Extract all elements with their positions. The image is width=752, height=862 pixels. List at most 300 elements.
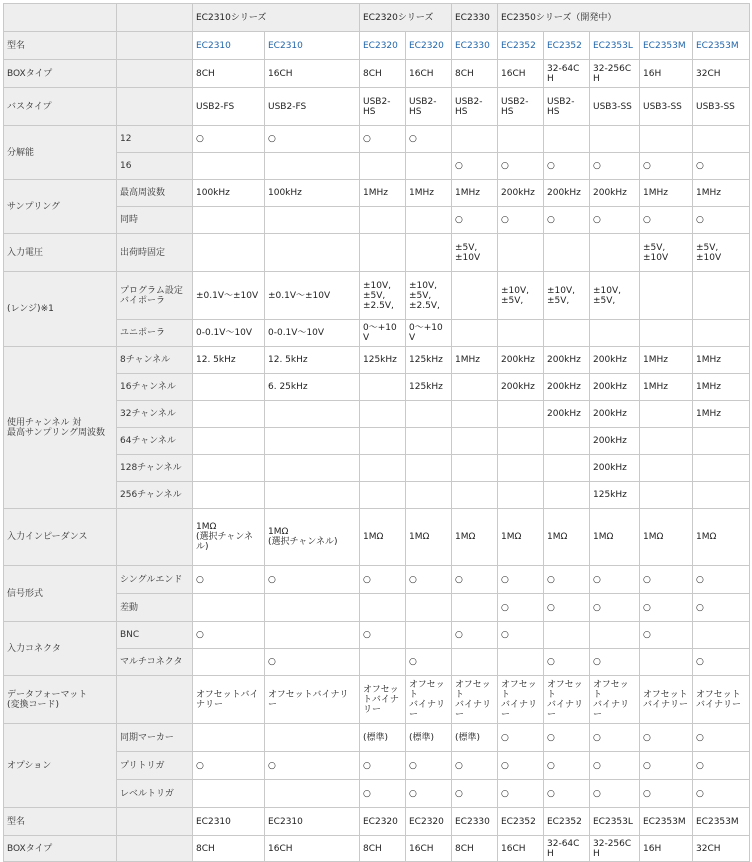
value-cell: ○ (693, 594, 750, 622)
value-cell: USB2- HS (406, 88, 452, 126)
value-cell (406, 153, 452, 180)
value-cell: 100kHz (193, 180, 265, 207)
value-cell: 8CH (360, 836, 406, 862)
data-format-row (4, 676, 750, 724)
value-cell: ○ (452, 153, 498, 180)
value-cell: USB3-SS (693, 88, 750, 126)
value-cell: EC2310 (193, 808, 265, 836)
value-cell (406, 455, 452, 482)
value-cell: 200kHz (544, 401, 590, 428)
value-cell: ○ (265, 649, 360, 676)
value-cell (640, 272, 693, 320)
value-cell: ○ (360, 622, 406, 649)
value-cell: 0-0.1V～10V (193, 320, 265, 347)
data-format-label: データフォーマット (変換コード) (4, 676, 117, 724)
value-cell (590, 126, 640, 153)
value-cell: オフセッ トバイナ リー (360, 676, 406, 724)
value-cell: 200kHz (590, 180, 640, 207)
value-cell (193, 594, 265, 622)
sub-label: 64チャンネル (117, 428, 193, 455)
signal-row (4, 566, 750, 594)
value-cell: ±10V, ±5V, ±2.5V, (360, 272, 406, 320)
value-cell: ○ (406, 752, 452, 780)
value-cell: ○ (640, 780, 693, 808)
sub-label-blank (117, 60, 193, 88)
value-cell: EC2352 (498, 808, 544, 836)
box-label: BOXタイプ (4, 60, 117, 88)
value-cell: 1MHz (693, 180, 750, 207)
value-cell: 1MΩ (640, 509, 693, 566)
impedance-label: 入力インピーダンス (4, 509, 117, 566)
value-cell[interactable]: EC2353L (590, 32, 640, 60)
value-cell: 16CH (498, 60, 544, 88)
box-bottom-label: BOXタイプ (4, 836, 117, 862)
value-cell: 1MΩ (選択チャンネ ル) (193, 509, 265, 566)
value-cell (193, 482, 265, 509)
value-cell (360, 401, 406, 428)
value-cell: ○ (406, 566, 452, 594)
value-cell: 32-256CH (590, 836, 640, 862)
value-cell: ○ (640, 724, 693, 752)
value-cell: ○ (590, 207, 640, 234)
value-cell: ○ (590, 752, 640, 780)
value-cell (193, 153, 265, 180)
value-cell (360, 482, 406, 509)
input-voltage-row (4, 234, 750, 272)
value-cell[interactable]: EC2310 (265, 32, 360, 60)
value-cell (360, 234, 406, 272)
spec-table-body (4, 4, 750, 862)
value-cell: 200kHz (544, 347, 590, 374)
value-cell (640, 428, 693, 455)
value-cell: 8CH (452, 836, 498, 862)
box-row (4, 60, 750, 88)
value-cell (693, 272, 750, 320)
value-cell (640, 482, 693, 509)
value-cell: 16H (640, 60, 693, 88)
value-cell (360, 374, 406, 401)
value-cell: 32-64CH (544, 60, 590, 88)
value-cell: 1MHz (452, 347, 498, 374)
value-cell: ○ (544, 153, 590, 180)
value-cell: ±10V, ±5V, (544, 272, 590, 320)
value-cell: 16H (640, 836, 693, 862)
value-cell (640, 126, 693, 153)
model-row (4, 32, 750, 60)
value-cell: 1MΩ (360, 509, 406, 566)
value-cell: 8CH (193, 836, 265, 862)
sub-label: 12 (117, 126, 193, 153)
value-cell: 6. 25kHz (265, 374, 360, 401)
channels-label: 使用チャンネル 対 最高サンプリング周波数 (4, 347, 117, 509)
value-cell: ○ (360, 126, 406, 153)
value-cell: オフセットバイナリー (265, 676, 360, 724)
value-cell: ○ (590, 566, 640, 594)
value-cell[interactable]: EC2330 (452, 32, 498, 60)
value-cell (406, 401, 452, 428)
spec-table (3, 3, 750, 862)
value-cell (544, 455, 590, 482)
value-cell: ○ (693, 566, 750, 594)
series-header-row (4, 4, 750, 32)
sub-label: ユニポーラ (117, 320, 193, 347)
value-cell (693, 482, 750, 509)
value-cell: ○ (693, 752, 750, 780)
value-cell: ○ (693, 207, 750, 234)
range-label: (レンジ)※1 (4, 272, 117, 347)
sub-label: シングルエンド (117, 566, 193, 594)
value-cell: USB2-FS (265, 88, 360, 126)
series-ec2350: EC2350シリーズ（開発中） (498, 4, 750, 32)
value-cell: オフセット バイナリ ー (498, 676, 544, 724)
value-cell: 1MHz (452, 180, 498, 207)
value-cell: ○ (193, 622, 265, 649)
value-cell[interactable]: EC2320 (406, 32, 452, 60)
value-cell (590, 320, 640, 347)
value-cell: 1MHz (640, 374, 693, 401)
value-cell: オフセット バイナリ ー (544, 676, 590, 724)
value-cell: オフセット バイナリー (693, 676, 750, 724)
value-cell: ○ (360, 566, 406, 594)
sub-label: 32チャンネル (117, 401, 193, 428)
sampling-row (4, 180, 750, 207)
value-cell (544, 482, 590, 509)
value-cell: ○ (452, 566, 498, 594)
range-row (4, 272, 750, 320)
impedance-row (4, 509, 750, 566)
value-cell: ○ (640, 207, 693, 234)
value-cell (360, 594, 406, 622)
sub-label: 256チャンネル (117, 482, 193, 509)
value-cell (693, 320, 750, 347)
value-cell: USB3-SS (640, 88, 693, 126)
value-cell: ○ (544, 724, 590, 752)
value-cell: 200kHz (544, 374, 590, 401)
sub-label: BNC (117, 622, 193, 649)
sub-label: マルチコネクタ (117, 649, 193, 676)
value-cell (265, 724, 360, 752)
value-cell: EC2330 (452, 808, 498, 836)
value-cell: ○ (265, 566, 360, 594)
value-cell: オフセットバイ ナリー (193, 676, 265, 724)
value-cell: ±10V, ±5V, (590, 272, 640, 320)
sub-label: プログラム設定 バイポーラ (117, 272, 193, 320)
model-bottom-label: 型名 (4, 808, 117, 836)
value-cell: 1MΩ (544, 509, 590, 566)
value-cell: ○ (544, 207, 590, 234)
value-cell (498, 482, 544, 509)
value-cell: 8CH (452, 60, 498, 88)
value-cell (452, 594, 498, 622)
value-cell: 100kHz (265, 180, 360, 207)
value-cell: ○ (693, 153, 750, 180)
sub-label: 8チャンネル (117, 347, 193, 374)
value-cell: 8CH (193, 60, 265, 88)
value-cell (693, 126, 750, 153)
value-cell (360, 455, 406, 482)
series-ec2330: EC2330 (452, 4, 498, 32)
value-cell (452, 649, 498, 676)
value-cell: 125kHz (406, 347, 452, 374)
series-ec2320: EC2320シリーズ (360, 4, 452, 32)
value-cell (452, 482, 498, 509)
value-cell (265, 780, 360, 808)
header-blank-cell (117, 4, 193, 32)
value-cell (193, 401, 265, 428)
sub-label-blank (117, 836, 193, 862)
value-cell: USB2- HS (544, 88, 590, 126)
bus-label: バスタイプ (4, 88, 117, 126)
value-cell (193, 428, 265, 455)
value-cell: 16CH (406, 60, 452, 88)
sub-label: 同時 (117, 207, 193, 234)
value-cell: 0～+10V (360, 320, 406, 347)
value-cell (693, 455, 750, 482)
value-cell: ○ (544, 649, 590, 676)
bus-row (4, 88, 750, 126)
value-cell[interactable]: EC2353M (693, 32, 750, 60)
value-cell (498, 320, 544, 347)
value-cell (452, 455, 498, 482)
value-cell (360, 207, 406, 234)
value-cell: 200kHz (498, 180, 544, 207)
value-cell (640, 401, 693, 428)
value-cell (693, 622, 750, 649)
value-cell: ○ (193, 752, 265, 780)
value-cell: ○ (360, 780, 406, 808)
value-cell (406, 234, 452, 272)
value-cell: ○ (590, 153, 640, 180)
value-cell (265, 207, 360, 234)
value-cell: ○ (640, 622, 693, 649)
value-cell (590, 622, 640, 649)
sub-label: 差動 (117, 594, 193, 622)
value-cell: ○ (193, 126, 265, 153)
sub-label-blank (117, 32, 193, 60)
sub-label: 16 (117, 153, 193, 180)
value-cell: ○ (452, 752, 498, 780)
value-cell (193, 724, 265, 752)
value-cell: 1MΩ (452, 509, 498, 566)
value-cell: ○ (640, 594, 693, 622)
value-cell: ○ (640, 566, 693, 594)
value-cell: ○ (193, 566, 265, 594)
value-cell: 0-0.1V～10V (265, 320, 360, 347)
resolution-row (4, 126, 750, 153)
value-cell: EC2353M (640, 808, 693, 836)
value-cell: ○ (498, 153, 544, 180)
value-cell: 200kHz (590, 347, 640, 374)
value-cell (452, 428, 498, 455)
value-cell: 1MΩ (590, 509, 640, 566)
value-cell: ±10V, ±5V, ±2.5V, (406, 272, 452, 320)
value-cell: 200kHz (498, 347, 544, 374)
value-cell (406, 482, 452, 509)
signal-label: 信号形式 (4, 566, 117, 622)
value-cell (452, 126, 498, 153)
channels-row (4, 347, 750, 374)
value-cell: ○ (640, 153, 693, 180)
value-cell: ±10V, ±5V, (498, 272, 544, 320)
value-cell: 16CH (265, 60, 360, 88)
value-cell: オフセット バイナリー (640, 676, 693, 724)
sub-label: レベルトリガ (117, 780, 193, 808)
sub-label-blank (117, 676, 193, 724)
value-cell: ○ (590, 594, 640, 622)
value-cell: EC2353M (693, 808, 750, 836)
value-cell (265, 455, 360, 482)
value-cell (640, 649, 693, 676)
value-cell (498, 649, 544, 676)
value-cell: ○ (498, 752, 544, 780)
value-cell: ○ (693, 649, 750, 676)
value-cell (452, 401, 498, 428)
value-cell: 1MHz (693, 374, 750, 401)
value-cell[interactable]: EC2353M (640, 32, 693, 60)
value-cell: 1MΩ (406, 509, 452, 566)
header-blank-cell (4, 4, 117, 32)
value-cell: USB2-FS (193, 88, 265, 126)
value-cell (640, 455, 693, 482)
value-cell: ○ (544, 566, 590, 594)
value-cell: 16CH (498, 836, 544, 862)
value-cell: ○ (406, 126, 452, 153)
value-cell (498, 455, 544, 482)
value-cell: 16CH (265, 836, 360, 862)
value-cell: ±5V, ±10V (452, 234, 498, 272)
value-cell: 12. 5kHz (193, 347, 265, 374)
sampling-label: サンプリング (4, 180, 117, 234)
options-label: オプション (4, 724, 117, 808)
value-cell: USB3-SS (590, 88, 640, 126)
value-cell (265, 428, 360, 455)
value-cell: 1MHz (640, 180, 693, 207)
value-cell: ○ (406, 649, 452, 676)
value-cell (640, 320, 693, 347)
box-bottom-row (4, 836, 750, 862)
value-cell: (標準) (452, 724, 498, 752)
value-cell (360, 428, 406, 455)
value-cell (193, 780, 265, 808)
value-cell: 200kHz (498, 374, 544, 401)
value-cell (452, 320, 498, 347)
value-cell: 1MΩ (693, 509, 750, 566)
sub-label-blank (117, 509, 193, 566)
value-cell (544, 622, 590, 649)
value-cell (498, 401, 544, 428)
value-cell: オフセット バイナリ ー (406, 676, 452, 724)
value-cell: ○ (498, 207, 544, 234)
value-cell: 200kHz (590, 455, 640, 482)
value-cell (193, 374, 265, 401)
value-cell: ○ (498, 780, 544, 808)
value-cell: ○ (265, 126, 360, 153)
value-cell: EC2353L (590, 808, 640, 836)
value-cell: ○ (498, 622, 544, 649)
value-cell: 200kHz (590, 374, 640, 401)
value-cell (498, 234, 544, 272)
value-cell: 1MHz (406, 180, 452, 207)
value-cell: 200kHz (544, 180, 590, 207)
value-cell: 1MHz (693, 401, 750, 428)
input-voltage-label: 入力電圧 (4, 234, 117, 272)
value-cell[interactable]: EC2352 (498, 32, 544, 60)
value-cell[interactable]: EC2310 (193, 32, 265, 60)
value-cell: ○ (452, 207, 498, 234)
value-cell (265, 594, 360, 622)
value-cell: ○ (640, 752, 693, 780)
value-cell: ○ (498, 594, 544, 622)
value-cell: ○ (590, 724, 640, 752)
value-cell: ○ (498, 724, 544, 752)
value-cell: オフセット バイナリー (590, 676, 640, 724)
value-cell: 1MHz (360, 180, 406, 207)
value-cell: EC2310 (265, 808, 360, 836)
value-cell[interactable]: EC2352 (544, 32, 590, 60)
value-cell: 32CH (693, 60, 750, 88)
value-cell: USB2- HS (360, 88, 406, 126)
sub-label: プリトリガ (117, 752, 193, 780)
value-cell: 16CH (406, 836, 452, 862)
sub-label-blank (117, 808, 193, 836)
value-cell (544, 234, 590, 272)
sub-label: 128チャンネル (117, 455, 193, 482)
value-cell: ○ (693, 780, 750, 808)
value-cell: ±0.1V～±10V (193, 272, 265, 320)
value-cell: ○ (590, 649, 640, 676)
options-row (4, 724, 750, 752)
model-label: 型名 (4, 32, 117, 60)
sub-label-blank (117, 88, 193, 126)
value-cell (360, 649, 406, 676)
value-cell: ±5V, ±10V (640, 234, 693, 272)
value-cell: 200kHz (590, 401, 640, 428)
value-cell (265, 153, 360, 180)
value-cell: 1MΩ (選択チャンネル) (265, 509, 360, 566)
value-cell (544, 126, 590, 153)
value-cell: ○ (452, 622, 498, 649)
value-cell: ○ (265, 752, 360, 780)
value-cell: 32-64CH (544, 836, 590, 862)
value-cell (265, 482, 360, 509)
value-cell: USB2- HS (498, 88, 544, 126)
value-cell[interactable]: EC2320 (360, 32, 406, 60)
value-cell (406, 594, 452, 622)
sub-label: 出荷時固定 (117, 234, 193, 272)
connector-label: 入力コネクタ (4, 622, 117, 676)
value-cell: EC2352 (544, 808, 590, 836)
connector-row (4, 622, 750, 649)
value-cell (452, 374, 498, 401)
value-cell: 1MHz (693, 347, 750, 374)
value-cell: EC2320 (360, 808, 406, 836)
value-cell: ○ (693, 724, 750, 752)
value-cell: ○ (360, 752, 406, 780)
value-cell: ±0.1V～±10V (265, 272, 360, 320)
value-cell (544, 428, 590, 455)
series-ec2310: EC2310シリーズ (193, 4, 360, 32)
value-cell: 12. 5kHz (265, 347, 360, 374)
sub-label: 最高周波数 (117, 180, 193, 207)
value-cell: ○ (498, 566, 544, 594)
value-cell: 32CH (693, 836, 750, 862)
value-cell: 125kHz (360, 347, 406, 374)
sub-label: 同期マーカー (117, 724, 193, 752)
value-cell (406, 428, 452, 455)
value-cell: 1MHz (640, 347, 693, 374)
value-cell: ○ (406, 780, 452, 808)
sub-label: 16チャンネル (117, 374, 193, 401)
